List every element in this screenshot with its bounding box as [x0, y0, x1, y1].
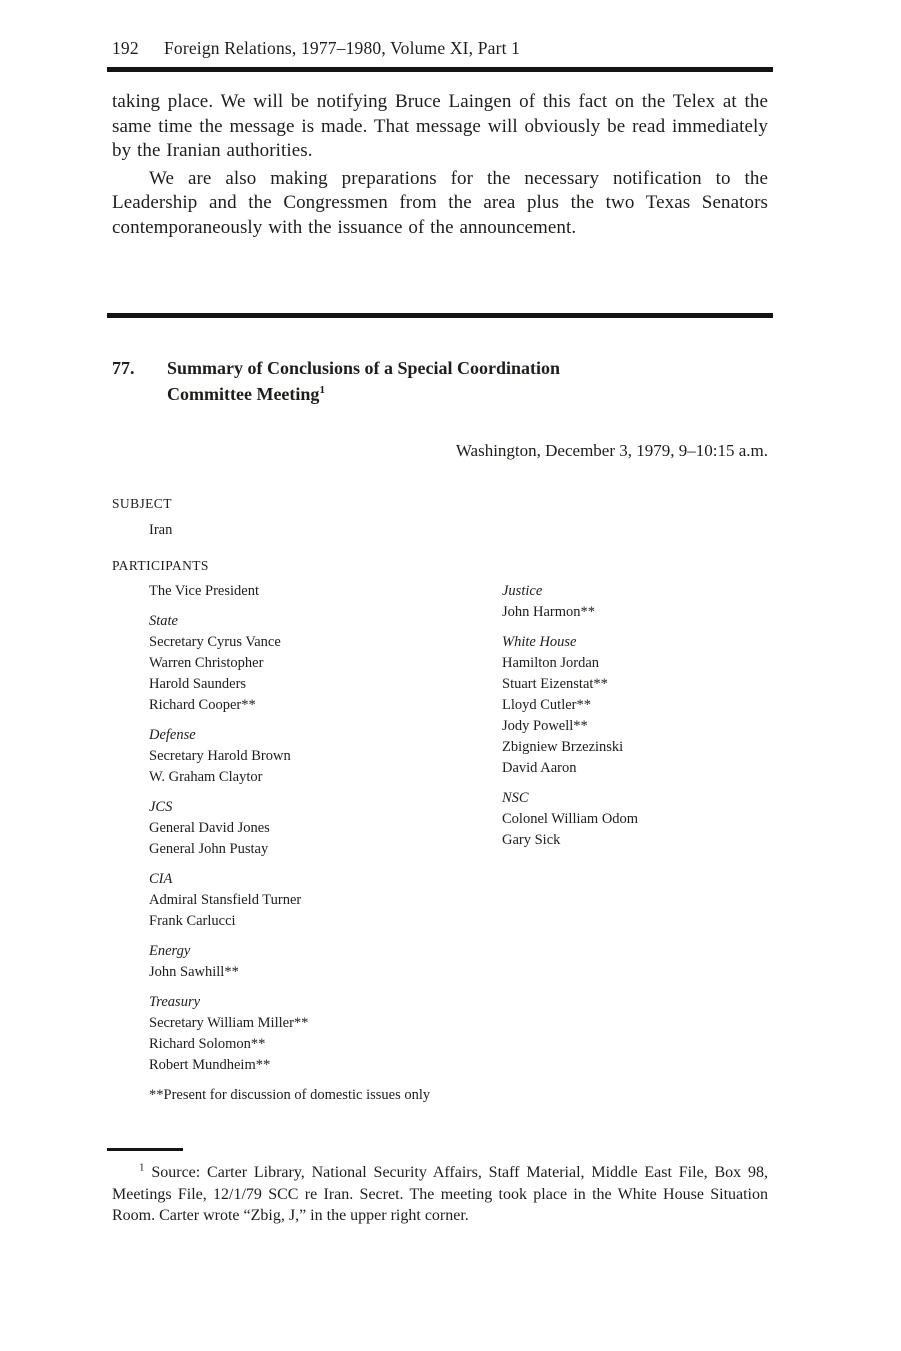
participant-name: General John Pustay: [149, 841, 269, 857]
participant-name: Secretary Harold Brown: [149, 748, 291, 764]
subject-label: SUBJECT: [112, 496, 172, 511]
participant-group: [149, 992, 479, 1076]
participant-group-label: White House: [502, 634, 577, 650]
participant-group-label: Justice: [502, 583, 543, 599]
header-rule: [107, 67, 773, 72]
subject-value: Iran: [149, 522, 173, 538]
participants-column-right: [502, 581, 768, 860]
page-number: 192: [112, 38, 139, 58]
participant-group: [149, 611, 479, 716]
participant-group-label: Defense: [149, 727, 196, 743]
participant-group: [502, 632, 768, 779]
participant-name: Jody Powell**: [502, 718, 588, 734]
footnote-text: Source: Carter Library, National Security Affairs, Staff Material, Middle East File, Box 98, Meetings File, 12/1/79 SCC re Iran. Secret. The meeting took place in the White House Situation Room. Carter wrote “Zbig, J,” in the upper right corner.: [112, 1164, 769, 1224]
participant-name: Richard Cooper**: [149, 697, 256, 713]
participant-name: Secretary William Miller**: [149, 1015, 309, 1031]
footnote-rule: [107, 1148, 183, 1151]
participant-name: Zbigniew Brzezinski: [502, 739, 624, 755]
paragraph: We are also making preparations for the necessary notification to the Leadership and the Congressmen from the area plus the two Texas Senators contemporaneously with the issuance of the announcement.: [112, 167, 768, 238]
dateline: Washington, December 3, 1979, 9–10:15 a.m.: [455, 441, 768, 460]
participants-column-left: [149, 581, 479, 1085]
participant-name: David Aaron: [502, 760, 577, 776]
participant-group: [149, 725, 479, 788]
participant-group: [149, 941, 479, 983]
participant-name: W. Graham Claytor: [149, 769, 263, 785]
body-text: [112, 90, 768, 240]
participant-group-label: CIA: [149, 871, 173, 887]
participant-name: Richard Solomon**: [149, 1036, 266, 1052]
running-header: [112, 38, 768, 59]
paragraph: taking place. We will be notifying Bruce Laingen of this fact on the Telex at the same time the message is made. That message will obviously be read immediately by the Iranian authorities.: [112, 91, 768, 161]
subject-block: [112, 496, 172, 539]
participant-group-label: Treasury: [149, 994, 201, 1010]
participant-name: Lloyd Cutler**: [502, 697, 592, 713]
participants-label: PARTICIPANTS: [112, 558, 209, 573]
participant-group-label: Energy: [149, 943, 191, 959]
participant-name: Secretary Cyrus Vance: [149, 634, 281, 650]
footnote-ref: 1: [139, 1161, 145, 1174]
participants-note: **Present for discussion of domestic issues only: [149, 1087, 431, 1103]
participant-name: John Sawhill**: [149, 964, 239, 980]
footnote: [112, 1162, 768, 1227]
participant-group: [149, 797, 479, 860]
participant-group: [149, 869, 479, 932]
participant-name: Robert Mundheim**: [149, 1057, 271, 1073]
participant-name: John Harmon**: [502, 604, 596, 620]
title-footnote-ref: 1: [319, 384, 325, 396]
participant-group-label: State: [149, 613, 178, 629]
participant-name: General David Jones: [149, 820, 270, 836]
document-title-text: Summary of Conclusions of a Special Coordination Committee Meeting: [167, 358, 561, 404]
document-number: 77.: [112, 358, 135, 378]
participant-name: The Vice President: [149, 583, 259, 599]
volume-title: Foreign Relations, 1977–1980, Volume XI, Part 1: [164, 38, 521, 58]
section-divider-rule: [107, 313, 773, 318]
participant-name: Colonel William Odom: [502, 811, 639, 827]
participant-group-label: NSC: [502, 790, 529, 806]
document-heading: [112, 355, 768, 407]
participant-group: [502, 581, 768, 623]
participant-name: Hamilton Jordan: [502, 655, 600, 671]
footnote-body: [112, 1162, 768, 1227]
participant-name: Frank Carlucci: [149, 913, 236, 929]
participant-group: [502, 788, 768, 851]
participant-group: [149, 581, 479, 602]
document-title: [167, 355, 647, 407]
participant-name: Harold Saunders: [149, 676, 247, 692]
participant-name: Stuart Eizenstat**: [502, 676, 608, 692]
participant-group-label: JCS: [149, 799, 173, 815]
participant-name: Warren Christopher: [149, 655, 264, 671]
participant-name: Admiral Stansfield Turner: [149, 892, 302, 908]
participant-name: Gary Sick: [502, 832, 561, 848]
